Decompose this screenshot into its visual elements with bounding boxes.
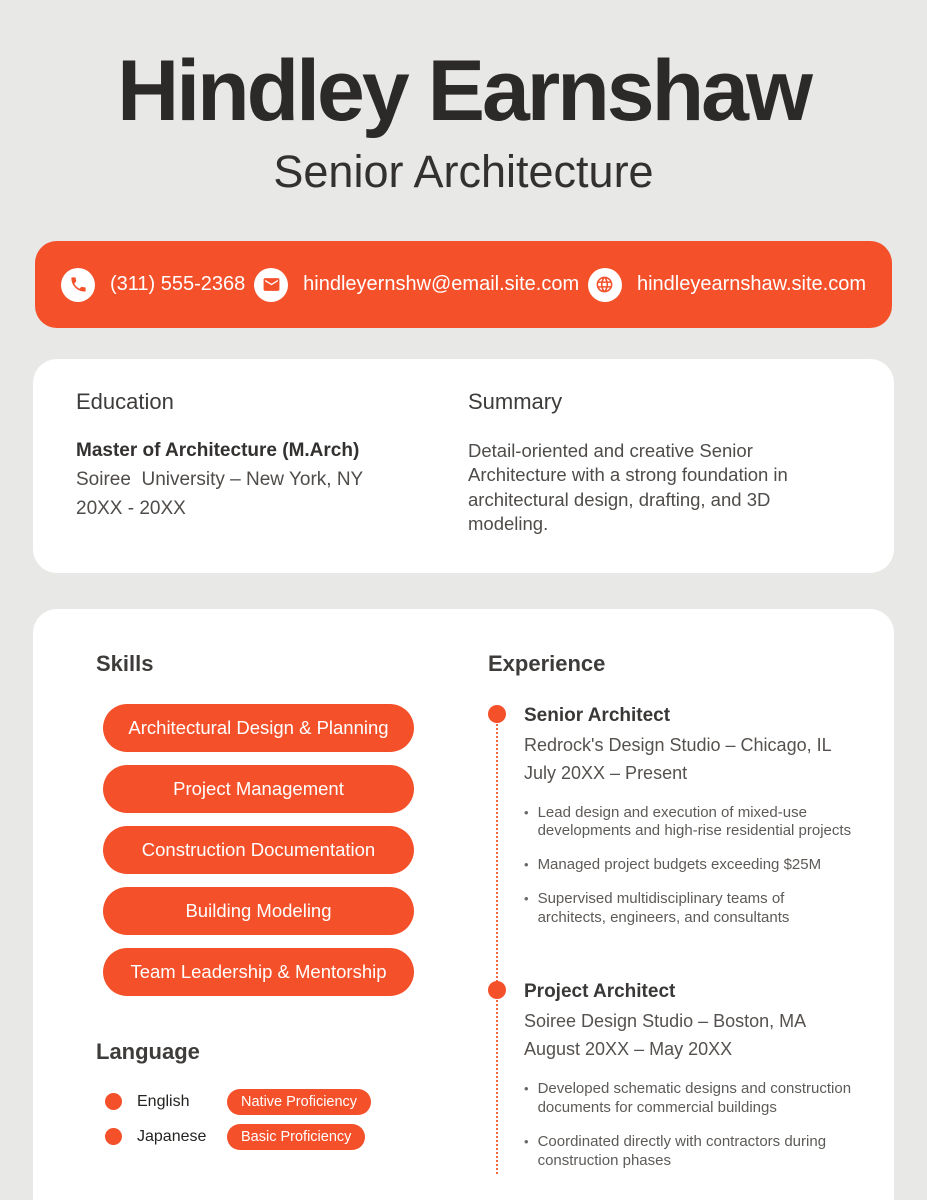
job-bullet-list	[524, 804, 854, 928]
contact-bar	[35, 241, 892, 328]
job-bullet	[524, 890, 854, 928]
skills-column	[63, 651, 455, 1186]
language-name: Japanese	[137, 1127, 207, 1145]
job-title: Project Architect	[524, 981, 676, 1003]
job-bullet	[524, 1080, 854, 1118]
bullet-dot-icon	[105, 1128, 122, 1145]
language-level-badge: Basic Proficiency	[227, 1124, 365, 1150]
language-row	[96, 1089, 455, 1115]
person-name: Hindley Earnshaw	[117, 43, 810, 139]
skill-pill: Project Management	[103, 765, 414, 813]
skills-heading: Skills	[96, 650, 154, 676]
job-entry	[524, 705, 854, 928]
bullet-icon: •	[524, 1081, 529, 1097]
job-company: Soiree Design Studio – Boston, MA	[524, 1011, 807, 1032]
education-degree: Master of Architecture (M.Arch)	[76, 440, 360, 461]
experience-column	[455, 651, 854, 1186]
header	[0, 0, 927, 198]
job-entry	[524, 981, 854, 1170]
skill-pill: Building Modeling	[103, 887, 414, 935]
job-dates: August 20XX – May 20XX	[524, 1039, 733, 1060]
experience-heading: Experience	[488, 650, 606, 676]
skills-experience-card	[33, 609, 894, 1200]
job-dates: July 20XX – Present	[524, 762, 688, 783]
summary-text: Detail-oriented and creative Senior Architecture with a strong foundation in architectural design, drafting, and 3D modeling.	[468, 440, 788, 535]
contact-website	[588, 268, 866, 302]
phone-icon	[61, 268, 95, 302]
language-level-badge: Native Proficiency	[227, 1089, 371, 1115]
education-heading: Education	[76, 389, 174, 414]
skill-pill: Construction Documentation	[103, 826, 414, 874]
bullet-text: Developed schematic designs and construction documents for commercial buildings	[537, 1080, 852, 1117]
person-title: Senior Architecture	[273, 146, 654, 197]
bullet-icon: •	[524, 857, 529, 873]
contact-email	[254, 268, 579, 302]
education-years: 20XX - 20XX	[76, 498, 186, 519]
experience-timeline	[488, 705, 854, 1171]
job-company: Redrock's Design Studio – Chicago, IL	[524, 734, 832, 755]
email-address[interactable]: hindleyernshw@email.site.com	[303, 273, 580, 295]
job-bullet	[524, 856, 854, 875]
bullet-icon: •	[524, 1133, 529, 1149]
summary-heading: Summary	[468, 389, 563, 414]
skills-list	[96, 704, 455, 996]
language-row	[96, 1124, 455, 1150]
language-heading: Language	[96, 1038, 200, 1064]
globe-icon	[588, 268, 622, 302]
bullet-text: Lead design and execution of mixed-use developments and high-rise residential projects	[537, 803, 852, 840]
skill-pill: Architectural Design & Planning	[103, 704, 414, 752]
language-list	[96, 1089, 455, 1150]
contact-phone	[61, 268, 245, 302]
job-title: Senior Architect	[524, 704, 671, 726]
language-name: English	[137, 1092, 190, 1110]
bullet-text: Supervised multidisciplinary teams of architects, engineers, and consultants	[537, 889, 790, 926]
website-url[interactable]: hindleyearnshaw.site.com	[636, 273, 866, 295]
phone-number[interactable]: (311) 555-2368	[110, 273, 246, 295]
education-section	[76, 389, 468, 537]
timeline-dot-icon	[488, 981, 506, 999]
education-school: Soiree University – New York, NY	[76, 469, 364, 490]
bullet-icon: •	[524, 890, 529, 906]
summary-section	[468, 389, 849, 537]
job-bullet	[524, 1133, 854, 1171]
bullet-dot-icon	[105, 1093, 122, 1110]
job-bullet-list	[524, 1080, 854, 1170]
bullet-icon: •	[524, 804, 529, 820]
timeline-dot-icon	[488, 705, 506, 723]
timeline-dotted-line	[496, 721, 498, 1175]
bullet-text: Coordinated directly with contractors during construction phases	[537, 1132, 827, 1169]
skill-pill: Team Leadership & Mentorship	[103, 948, 414, 996]
education-summary-card	[33, 359, 894, 573]
job-bullet	[524, 804, 854, 842]
envelope-icon	[254, 268, 288, 302]
bullet-text: Managed project budgets exceeding $25M	[537, 856, 822, 874]
